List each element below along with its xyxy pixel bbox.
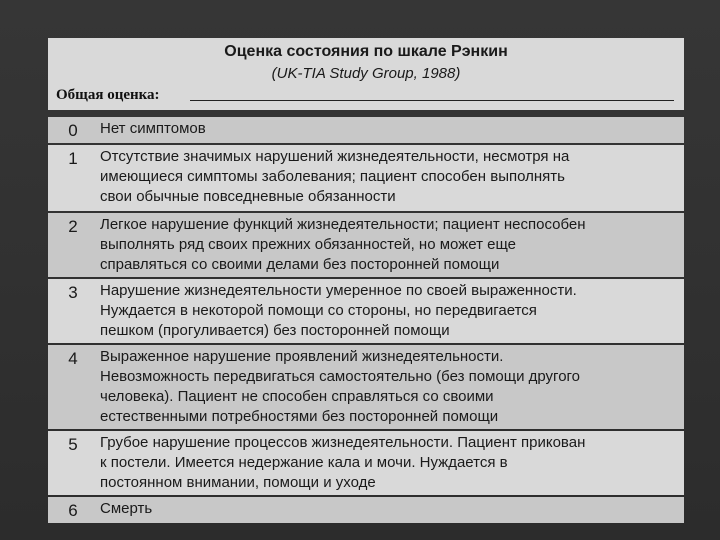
score-description [100,281,682,341]
score-value: 2 [68,217,78,236]
description-line: Нуждается в некоторой помощи со стороны, но передвигается [100,302,537,319]
description-line: Невозможность передвигаться самостоятельно (без помощи другого [100,368,581,385]
score-description [100,147,682,207]
description-line: Нет симптомов [100,120,206,137]
description-line: человека). Пациент не способен справляться со своими [100,388,494,405]
table-row [48,279,684,343]
score-value: 0 [68,121,78,140]
overall-score-blank-line [190,100,674,101]
description-line: пешком (прогуливается) без посторонней помощи [100,322,450,339]
score-value: 3 [68,283,78,302]
description-line: Смерть [100,500,153,517]
description-line: Отсутствие значимых нарушений жизнедеятельности, несмотря на [100,148,570,165]
table-row [48,497,684,523]
description-line: имеющиеся симптомы заболевания; пациент способен выполнять [100,168,565,185]
description-line: Нарушение жизнедеятельности умеренное по своей выраженности. [100,282,577,299]
score-description [100,119,682,139]
table-row [48,345,684,429]
table-row [48,117,684,143]
page-title: Оценка состояния по шкале Рэнкин [224,43,508,60]
description-line: свои обычные повседневные обязанности [100,188,396,205]
score-description [100,499,682,519]
score-value: 1 [68,149,78,168]
score-value: 4 [68,349,78,368]
page-subtitle: (UK-TIA Study Group, 1988) [271,65,461,82]
table-row [48,213,684,277]
score-value: 5 [68,435,78,454]
overall-score-label: Общая оценка: [56,87,160,103]
score-description [100,347,682,427]
description-line: Грубое нарушение процессов жизнедеятельности. Пациент прикован [100,434,586,451]
table-row [48,145,684,211]
score-description [100,215,682,275]
description-line: Легкое нарушение функций жизнедеятельности; пациент неспособен [100,216,586,233]
description-line: к постели. Имеется недержание кала и мочи. Нуждается в [100,454,508,471]
description-line: Выраженное нарушение проявлений жизнедеятельности. [100,348,504,365]
score-value: 6 [68,501,78,520]
description-line: справляться со своими делами без посторонней помощи [100,256,500,273]
description-line: естественными потребностями без посторонней помощи [100,408,499,425]
description-line: постоянном внимании, помощи и уходе [100,474,376,491]
score-description [100,433,682,493]
description-line: выполнять ряд своих прежних обязанностей, но может еще [100,236,516,253]
table-row [48,431,684,495]
